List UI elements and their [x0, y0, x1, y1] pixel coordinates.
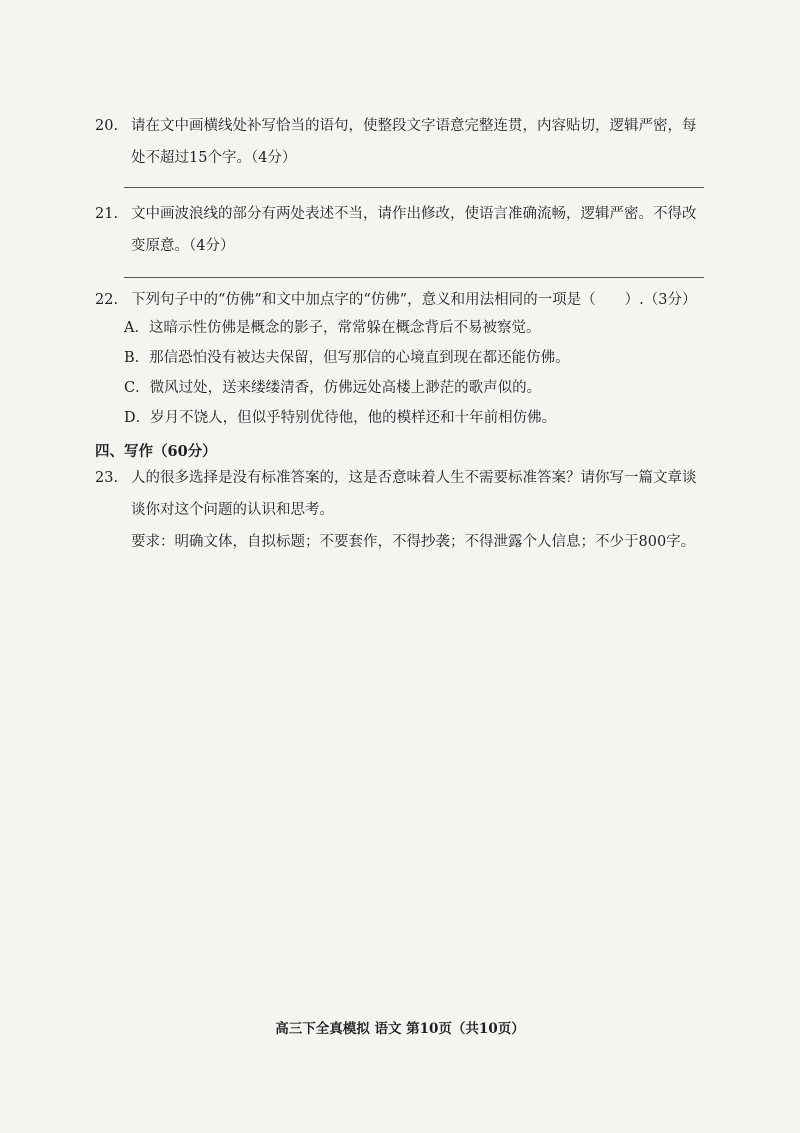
writing-requirement: 要求：明确文体，自拟标题；不要套作，不得抄袭；不得泄露个人信息；不少于800字。	[131, 534, 696, 550]
option-d: D．岁月不饶人，但似乎特别优待他，他的模样还和十年前相仿佛。	[124, 410, 557, 426]
page-footer: 高三下全真模拟 语文 第10页（共10页）	[275, 1021, 525, 1037]
question-22	[95, 284, 696, 316]
section-heading: 四、写作（60分）	[95, 443, 217, 460]
question-number: 20.	[95, 118, 119, 134]
option-c: C．微风过处，送来缕缕清香，仿佛远处高楼上渺茫的歌声似的。	[124, 380, 542, 396]
question-number: 23.	[95, 470, 119, 486]
answer-line-20[interactable]	[124, 187, 704, 188]
question-text: 人的很多选择是没有标准答案的，这是否意味着人生不需要标准答案？请你写一篇文章谈	[131, 470, 697, 486]
question-text-continued: 谈你对这个问题的认识和思考。	[131, 502, 334, 518]
question-21	[95, 198, 697, 262]
option-a: A．这暗示性仿佛是概念的影子，常常躲在概念背后不易被察觉。	[124, 320, 541, 336]
question-text-continued: 变原意。（4分）	[131, 238, 235, 254]
answer-line-21[interactable]	[124, 277, 704, 278]
question-text: 文中画波浪线的部分有两处表述不当，请作出修改，使语言准确流畅，逻辑严密。不得改	[131, 206, 697, 222]
question-text: 下列句子中的“仿佛”和文中加点字的“仿佛”，意义和用法相同的一项是（ ）.（3分）	[131, 292, 697, 308]
option-b: B．那信恐怕没有被达夫保留，但写那信的心境直到现在都还能仿佛。	[124, 350, 570, 366]
question-number: 22.	[95, 292, 119, 308]
question-text: 请在文中画横线处补写恰当的语句，使整段文字语意完整连贯，内容贴切，逻辑严密，每	[131, 118, 697, 134]
question-text-continued: 处不超过15个字。（4分）	[131, 150, 297, 166]
question-23	[95, 462, 697, 558]
question-20	[95, 110, 697, 174]
question-number: 21.	[95, 206, 119, 222]
